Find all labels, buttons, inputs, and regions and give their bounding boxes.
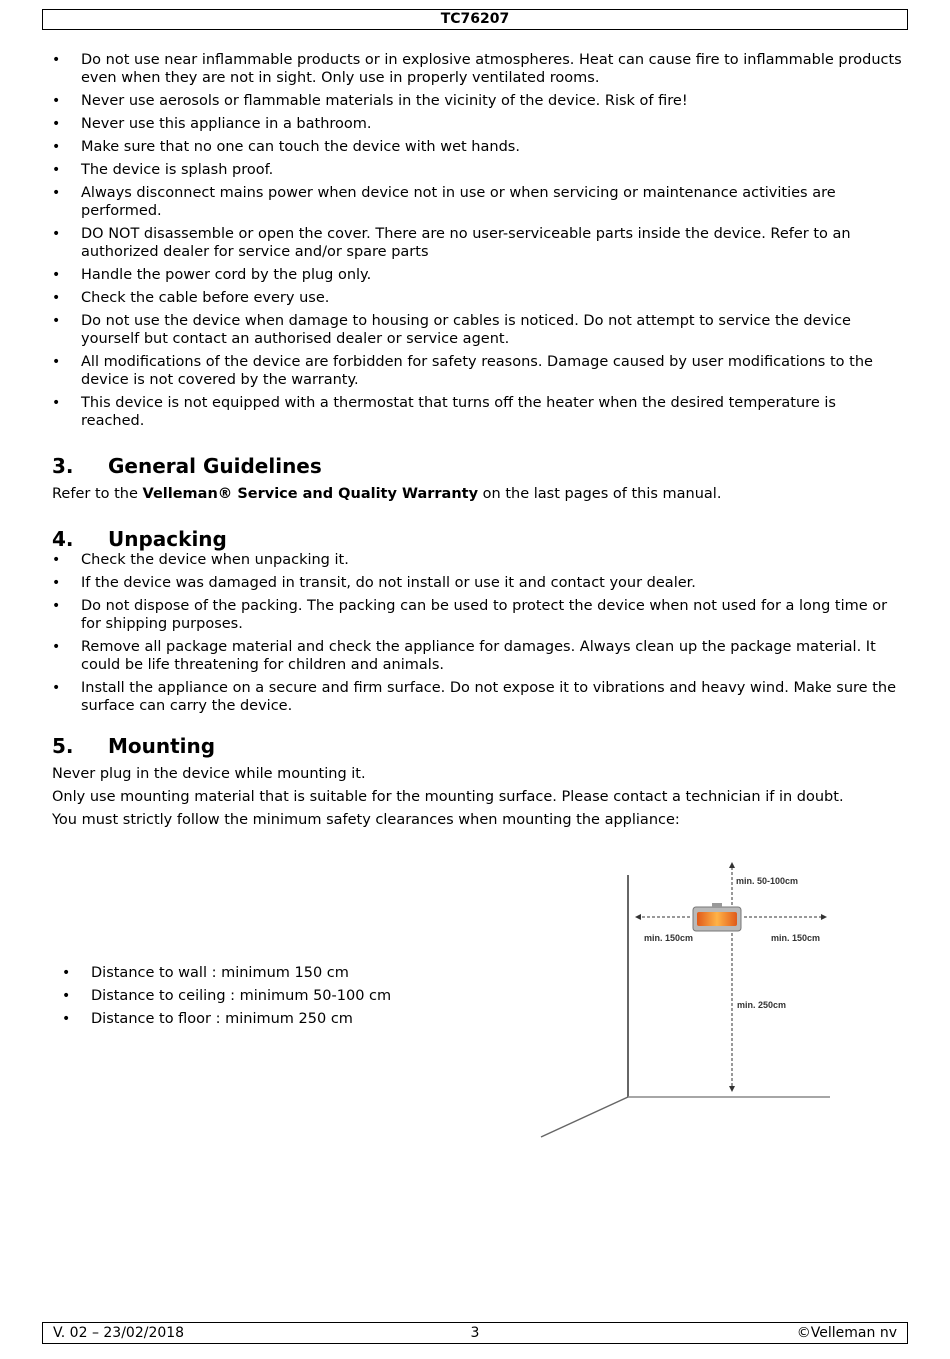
list-item: • Never use aerosols or flammable materials in the vicinity of the device. Risk of fire! <box>52 92 902 110</box>
list-item: • DO NOT disassemble or open the cover. There are no user-serviceable parts inside the device. Refer to an authorized dealer for service and/or spare parts <box>52 225 902 261</box>
section-heading <box>52 527 902 551</box>
list-item: • Make sure that no one can touch the device with wet hands. <box>52 138 902 156</box>
page-content <box>52 51 902 834</box>
section-unpacking <box>52 527 902 715</box>
safety-list <box>52 51 902 430</box>
list-item: • Check the device when unpacking it. <box>52 551 902 569</box>
section-number: 3. <box>52 454 74 478</box>
section-title: General Guidelines <box>108 454 322 478</box>
list-item: • Never use this appliance in a bathroom. <box>52 115 902 133</box>
left-label: min. 150cm <box>644 933 694 943</box>
section-number: 5. <box>52 734 74 758</box>
list-item: • Remove all package material and check the appliance for damages. Always clean up the package material. It could be life threatening for children and animals. <box>52 638 902 674</box>
mounting-paragraph: You must strictly follow the minimum safety clearances when mounting the appliance: <box>52 812 680 828</box>
floor-edge-line <box>541 1097 628 1137</box>
list-item: • Handle the power cord by the plug only. <box>52 266 902 284</box>
list-item: • Check the cable before every use. <box>52 289 902 307</box>
list-item: • Distance to wall : minimum 150 cm <box>62 964 482 982</box>
mounting-paragraph: Only use mounting material that is suitable for the mounting surface. Please contact a technician if in doubt. <box>52 789 844 805</box>
list-item: • Distance to ceiling : minimum 50-100 cm <box>62 987 482 1005</box>
warranty-text-before: Refer to the <box>52 486 143 502</box>
section-title: Unpacking <box>108 527 227 551</box>
page-number: 3 <box>470 1325 480 1341</box>
section-mounting <box>52 734 902 829</box>
section-number: 4. <box>52 527 74 551</box>
right-label: min. 150cm <box>771 933 821 943</box>
clearances-list-container <box>62 964 482 1033</box>
ceiling-label: min. 50-100cm <box>736 876 799 886</box>
unpacking-list <box>52 551 902 715</box>
floor-label: min. 250cm <box>737 1000 787 1010</box>
list-item: • This device is not equipped with a thermostat that turns off the heater when the desired temperature is reached. <box>52 394 902 430</box>
list-item: • Distance to floor : minimum 250 cm <box>62 1010 482 1028</box>
copyright: ©Velleman nv <box>796 1325 897 1341</box>
version-date: V. 02 – 23/02/2018 <box>53 1325 185 1341</box>
list-item: • Always disconnect mains power when device not in use or when servicing or maintenance activities are performed. <box>52 184 902 220</box>
warranty-text-after: on the last pages of this manual. <box>478 486 722 502</box>
list-item: • All modifications of the device are forbidden for safety reasons. Damage caused by user modifications to the device is not covered by the warranty. <box>52 353 902 389</box>
list-item: • Do not use near inflammable products or in explosive atmospheres. Heat can cause fire to inflammable products even when they are not in sight. Only use in properly ventilated rooms. <box>52 51 902 87</box>
document-code: TC76207 <box>440 11 510 27</box>
warranty-paragraph <box>52 485 902 503</box>
page-footer <box>42 1322 908 1344</box>
list-item: • Do not use the device when damage to housing or cables is noticed. Do not attempt to service the device yourself but contact an authorised dealer or service agent. <box>52 312 902 348</box>
section-heading <box>52 734 902 758</box>
clearance-diagram-svg <box>538 855 838 1145</box>
clearance-diagram <box>538 855 838 1145</box>
warranty-bold: Velleman® Service and Quality Warranty <box>142 486 479 502</box>
list-item: • Install the appliance on a secure and firm surface. Do not expose it to vibrations and heavy wind. Make sure the surface can carry the device. <box>52 679 902 715</box>
mounting-paragraph: Never plug in the device while mounting it. <box>52 766 366 782</box>
list-item: • Do not dispose of the packing. The packing can be used to protect the device when not used for a long time or for shipping purposes. <box>52 597 902 633</box>
list-item: • If the device was damaged in transit, do not install or use it and contact your dealer. <box>52 574 902 592</box>
section-heading <box>52 454 902 478</box>
heater-icon <box>693 903 741 931</box>
section-general-guidelines <box>52 454 902 503</box>
section-title: Mounting <box>108 734 216 758</box>
clearances-list <box>62 964 482 1028</box>
list-item: • The device is splash proof. <box>52 161 902 179</box>
page-header <box>42 9 908 30</box>
